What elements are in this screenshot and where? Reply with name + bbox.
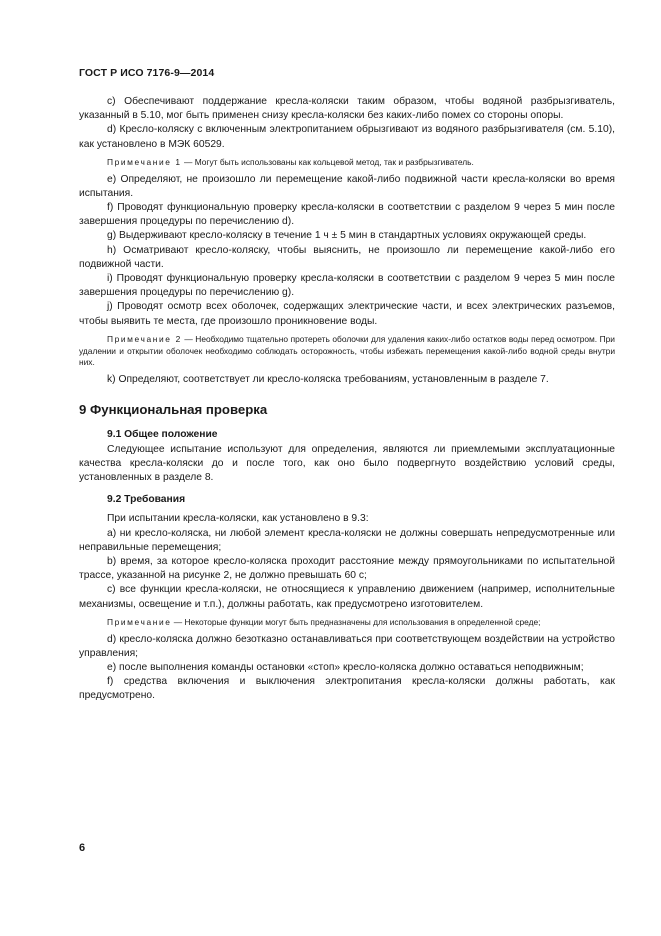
- requirement-d: d) кресло-коляска должно безотказно останавливаться при соответствующем воздействии на устройство управления;: [79, 633, 615, 659]
- note-1-text: — Могут быть использованы как кольцевой метод, так и разбрызгиватель.: [181, 156, 474, 167]
- requirement-f: f) средства включения и выключения электропитания кресла-коляски должны работать, как предусмотрено.: [79, 676, 615, 702]
- subsection-9-2-heading: 9.2 Требования: [107, 494, 186, 506]
- subsection-9-1-heading: 9.1 Общее положение: [107, 429, 218, 441]
- requirement-e: e) после выполнения команды остановки «стоп» кресло-коляска должно оставаться неподвижным;: [107, 662, 584, 674]
- requirement-b: b) время, за которое кресло-коляска проходит расстояние между прямоугольниками по испытательной трассе, указанной на рисунке 2, не должно превышать 60 с;: [79, 556, 615, 582]
- list-item-g: g) Выдерживают кресло-коляску в течение 1 ч ± 5 мин в стандартных условиях окружающей среды.: [107, 230, 587, 242]
- list-item-i: i) Проводят функциональную проверку кресла-коляски в соответствии с разделом 9 через 5 мин после завершения процедуры по перечислению g).: [79, 273, 615, 299]
- note-9-2-label: Примечание: [107, 616, 172, 627]
- page-content: [79, 95, 615, 704]
- list-item-d: d) Кресло-коляску с включенным электропитанием обрызгивают из водяного разбрызгивателя (см. 5.10), как установлено в МЭК 60529.: [79, 124, 615, 150]
- list-item-h: h) Осматривают кресло-коляску, чтобы выяснить, не произошло ли перемещение какой-либо его подвижной части.: [79, 244, 615, 270]
- note-2-text: — Необходимо тщательно протереть оболочки для удаления каких-либо остатков воды перед осмотром. При удалении и открытии оболочек необходимо соблюдать осторожность, чтобы избежать перемещения какой-либо водной среды внутри них.: [79, 333, 615, 368]
- subsection-9-2-intro: При испытании кресла-коляски, как установлено в 9.3:: [107, 513, 369, 525]
- note-9-2: [79, 617, 615, 629]
- requirement-c: c) все функции кресла-коляски, не относящиеся к управлению движением (например, исполнительные механизмы, освещение и т.п.), должны работать, как предусмотрено изготовителем.: [79, 584, 615, 610]
- note-2: [79, 334, 615, 369]
- list-item-e: e) Определяют, не произошло ли перемещение какой-либо подвижной части кресла-коляски во время испытания.: [79, 173, 615, 199]
- note-1-label: Примечание 1: [107, 156, 182, 167]
- subsection-9-1-text: Следующее испытание используют для определения, являются ли приемлемыми эксплуатационные качества кресла-коляски до и после того, как оно было подвергнуто воздействию условий среды, установленных в разделе 8.: [79, 443, 615, 484]
- page-number: 6: [79, 842, 86, 854]
- list-item-f: f) Проводят функциональную проверку кресла-коляски в соответствии с разделом 9 через 5 мин после завершения процедуры по перечислению d).: [79, 202, 615, 228]
- section-9-heading: 9 Функциональная проверка: [79, 402, 268, 418]
- list-item-k: k) Определяют, соответствует ли кресло-коляска требованиям, установленным в разделе 7.: [107, 374, 549, 386]
- document-header: ГОСТ Р ИСО 7176-9—2014: [79, 67, 215, 79]
- note-1: [79, 157, 615, 169]
- note-9-2-text: — Некоторые функции могут быть предназначены для использования в определенной среде;: [171, 616, 541, 627]
- list-item-j: j) Проводят осмотр всех оболочек, содержащих электрические части, и всех электрических разъемов, чтобы выявить те места, где произошло проникновение воды.: [79, 301, 615, 327]
- requirement-a: a) ни кресло-коляска, ни любой элемент кресла-коляски не должны совершать непредусмотренные или неправильные перемещения;: [79, 527, 615, 553]
- list-item-c: c) Обеспечивают поддержание кресла-коляски таким образом, чтобы водяной разбрызгиватель, указанный в 5.10, мог быть применен снизу кресла-коляски без каких-либо помех со стороны опоры.: [79, 96, 615, 122]
- note-2-label: Примечание 2: [107, 333, 182, 344]
